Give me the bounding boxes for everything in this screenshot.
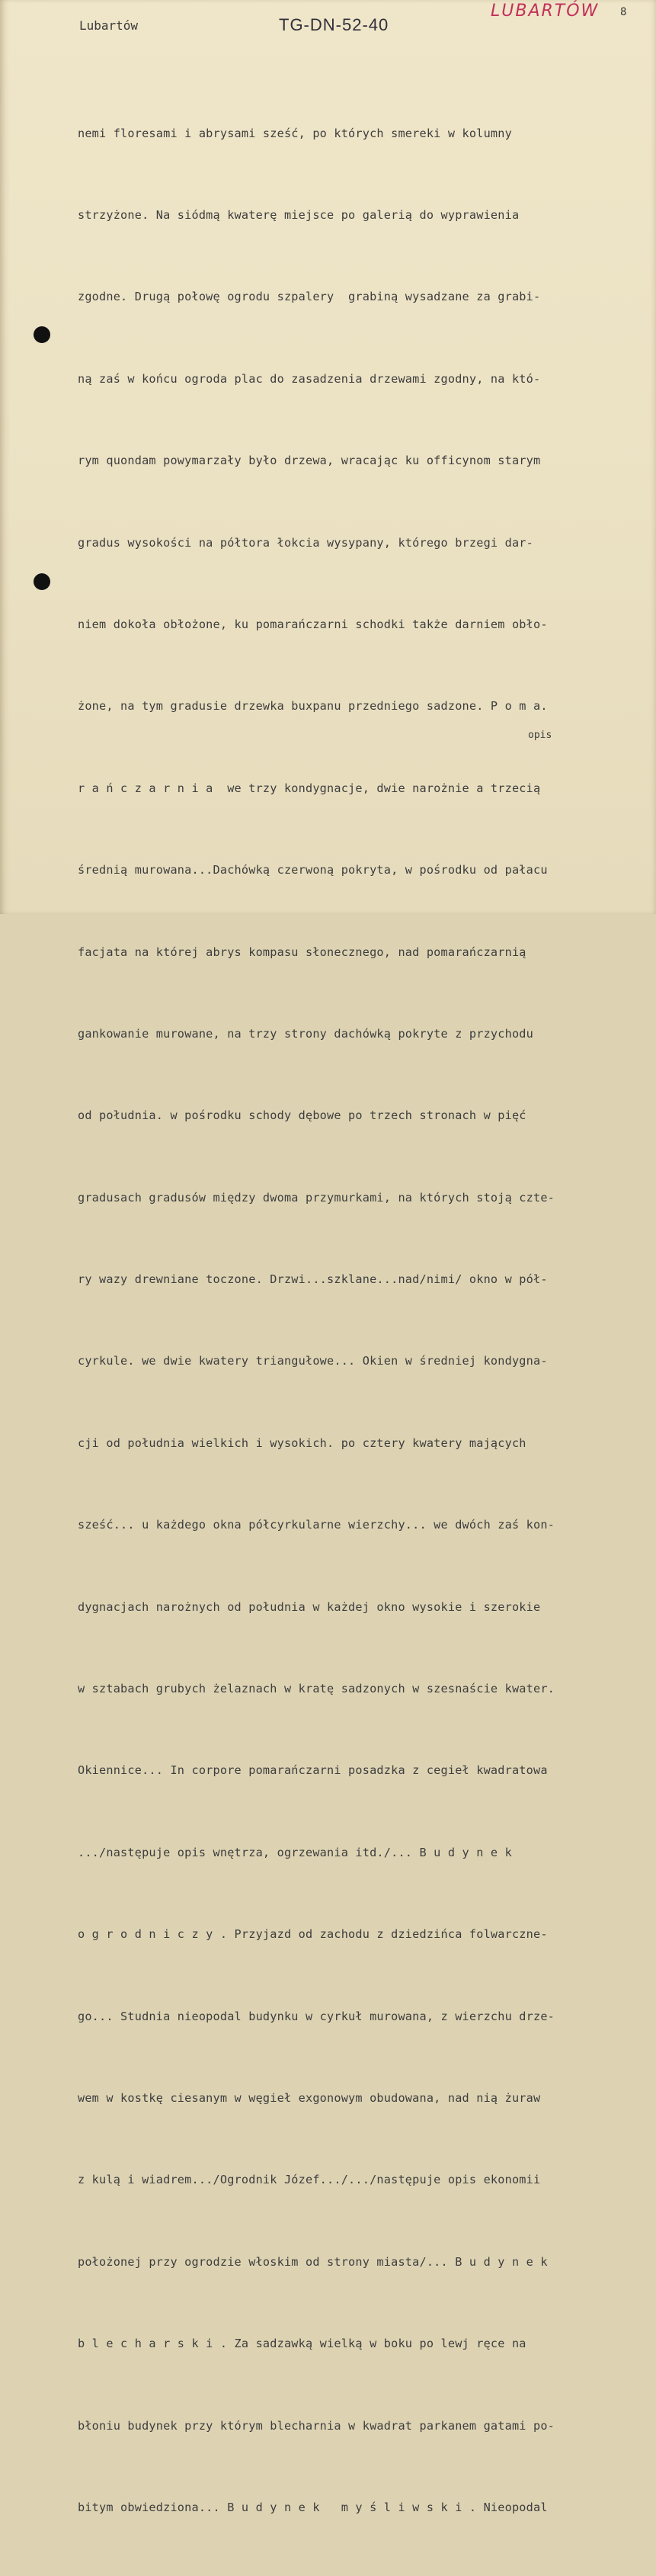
text-line: r a ń c z a r n i a we trzy kondygnacje, dwie narożnie a trzecią [78, 781, 541, 795]
text-line: dygnacjach narożnych od południa w każdej okno wysokie i szerokie [78, 1599, 541, 1614]
text-line: żone, na tym gradusie drzewka buxpanu przedniego sadzone. P o m a. [78, 699, 548, 714]
text-line: sześć... u każdego okna półcyrkularne wierzchy... we dwóch zaś kon- [78, 1518, 555, 1532]
typed-body-text [78, 66, 655, 2576]
text-line: ry wazy drewniane toczone. Drzwi...szklane...nad/nimi/ okno w pół- [78, 1272, 548, 1287]
text-line: niem dokoła obłożone, ku pomarańczarni schodki także darniem obło- [78, 617, 548, 631]
handwritten-place-stamp: LUBARTÓW [491, 2, 600, 21]
header-place: Lubartów [79, 18, 139, 33]
text-line: cji od południa wielkich i wysokich. po cztery kwatery mających [78, 1436, 526, 1450]
text-line: nemi floresami i abrysami sześć, po których smereki w kolumny [78, 126, 512, 140]
text-line: ną zaś w końcu ogroda plac do zasadzenia drzewami zgodny, na któ- [78, 371, 541, 386]
text-line: położonej przy ogrodzie włoskim od strony miasta/... B u d y n e k [78, 2254, 548, 2269]
text-line: b l e c h a r s k i . Za sadzawką wielką w boku po lewj ręce na [78, 2337, 526, 2351]
text-line: błoniu budynek przy którym blecharnia w kwadrat parkanem gatami po- [78, 2418, 555, 2433]
text-line: w sztabach grubych żelaznach w kratę sadzonych w szesnaście kwater. [78, 1682, 555, 1696]
text-line: go... Studnia nieopodal budynku w cyrkuł murowana, z wierzchu drze- [78, 2009, 555, 2023]
text-line: gankowanie murowane, na trzy strony dachówką pokryte z przychodu [78, 1026, 533, 1041]
text-line: gradusach gradusów między dwoma przymurkami, na których stoją czte- [78, 1190, 555, 1205]
page-number: 8 [620, 6, 627, 18]
text-line: o g r o d n i c z y . Przyjazd od zachodu z dziedzińca folwarczne- [78, 1927, 548, 1942]
interlinear-annotation: opis [528, 730, 552, 741]
text-line: rym quondam powymarzały było drzewa, wracając ku officynom starym [78, 454, 541, 468]
text-line: facjata na której abrys kompasu słonecznego, nad pomarańczarnią [78, 945, 526, 959]
text-line: średnią murowana...Dachówką czerwoną pokryta, w pośrodku od pałacu [78, 863, 548, 877]
text-line: bitym obwiedziona... B u d y n e k m y ś l i w s k i . Nieopodal [78, 2500, 548, 2514]
archive-signature: TG-DN-52-40 [279, 15, 389, 34]
text-line: Okiennice... In corpore pomarańczarni posadzka z cegieł kwadratowa [78, 1763, 548, 1778]
text-line: zgodne. Drugą połowę ogrodu szpalery grabiną wysadzane za grabi- [78, 290, 541, 304]
punch-hole [34, 573, 50, 590]
text-line: cyrkule. we dwie kwatery triangułowe... Okien w średniej kondygna- [78, 1354, 548, 1368]
text-line: z kulą i wiadrem.../Ogrodnik Józef.../.../następuje opis ekonomii [78, 2173, 541, 2187]
text-line: gradus wysokości na półtora łokcia wysypany, którego brzegi dar- [78, 535, 533, 550]
text-line: .../następuje opis wnętrza, ogrzewania itd./... B u d y n e k [78, 1845, 512, 1859]
text-line: strzyżone. Na siódmą kwaterę miejsce po galerią do wyprawienia [78, 207, 520, 222]
text-line: wem w kostkę ciesanym w węgieł exgonowym obudowana, nad nią żuraw [78, 2090, 541, 2105]
text-line: od południa. w pośrodku schody dębowe po trzech stronach w pięć [78, 1108, 526, 1123]
punch-hole [34, 326, 50, 343]
